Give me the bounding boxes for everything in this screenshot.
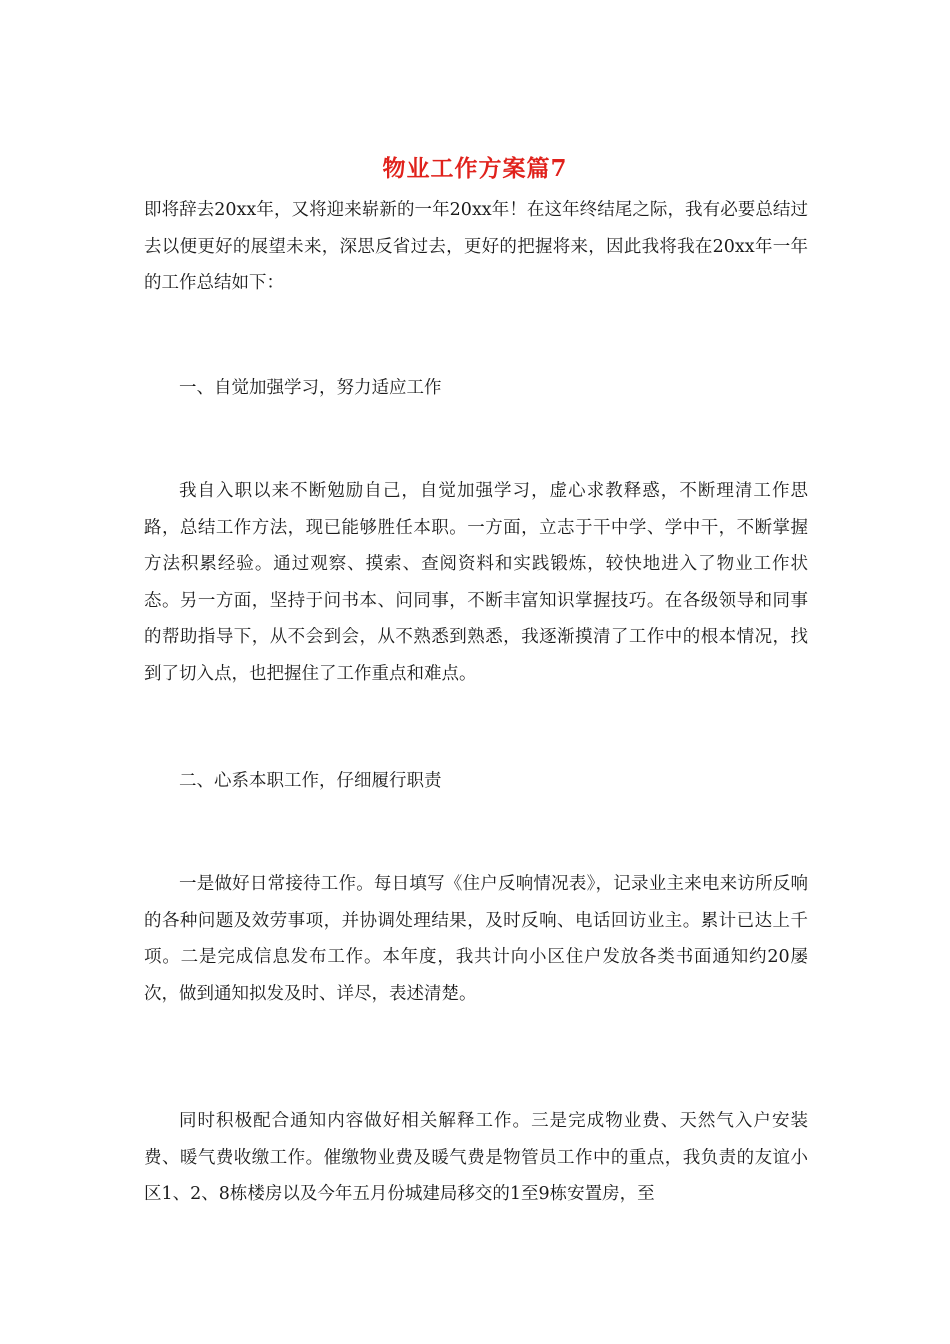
intro-paragraph: 即将辞去20xx年，又将迎来崭新的一年20xx年！在这年终结尾之际，我有必要总结过去以便更好的展望未来，深思反省过去，更好的把握将来，因此我将我在20xx年一年的工作总结如下： (144, 200, 808, 293)
body-paragraph-3: 同时积极配合通知内容做好相关解释工作。三是完成物业费、天然气入户安装费、暖气费收缴工作。催缴物业费及暖气费是物管员工作中的重点，我负责的友谊小区1、2、8栋楼房以及今年五月份城建局移交的1至9栋安置房，至 (144, 1111, 808, 1204)
document-title: 物业工作方案篇7 (382, 155, 568, 182)
section-heading-2: 二、心系本职工作，仔细履行职责 (179, 771, 442, 791)
body-paragraph-2: 一是做好日常接待工作。每日填写《住户反响情况表》，记录业主来电来访所反响的各种问题及效劳事项，并协调处理结果，及时反响、电话回访业主。累计已达上千项。二是完成信息发布工作。本年度，我共计向小区住户发放各类书面通知约20屡次，做到通知拟发及时、详尽，表述清楚。 (144, 874, 808, 1004)
section-heading-1: 一、自觉加强学习，努力适应工作 (179, 378, 442, 398)
body-paragraph-1: 我自入职以来不断勉励自己，自觉加强学习，虚心求教释惑，不断理清工作思路，总结工作方法，现已能够胜任本职。一方面，立志于干中学、学中干，不断掌握方法积累经验。通过观察、摸索、查阅资料和实践锻炼，较快地进入了物业工作状态。另一方面，坚持于问书本、问同事，不断丰富知识掌握技巧。在各级领导和同事的帮助指导下，从不会到会，从不熟悉到熟悉，我逐渐摸清了工作中的根本情况，找到了切入点，也把握住了工作重点和难点。 (144, 481, 808, 684)
